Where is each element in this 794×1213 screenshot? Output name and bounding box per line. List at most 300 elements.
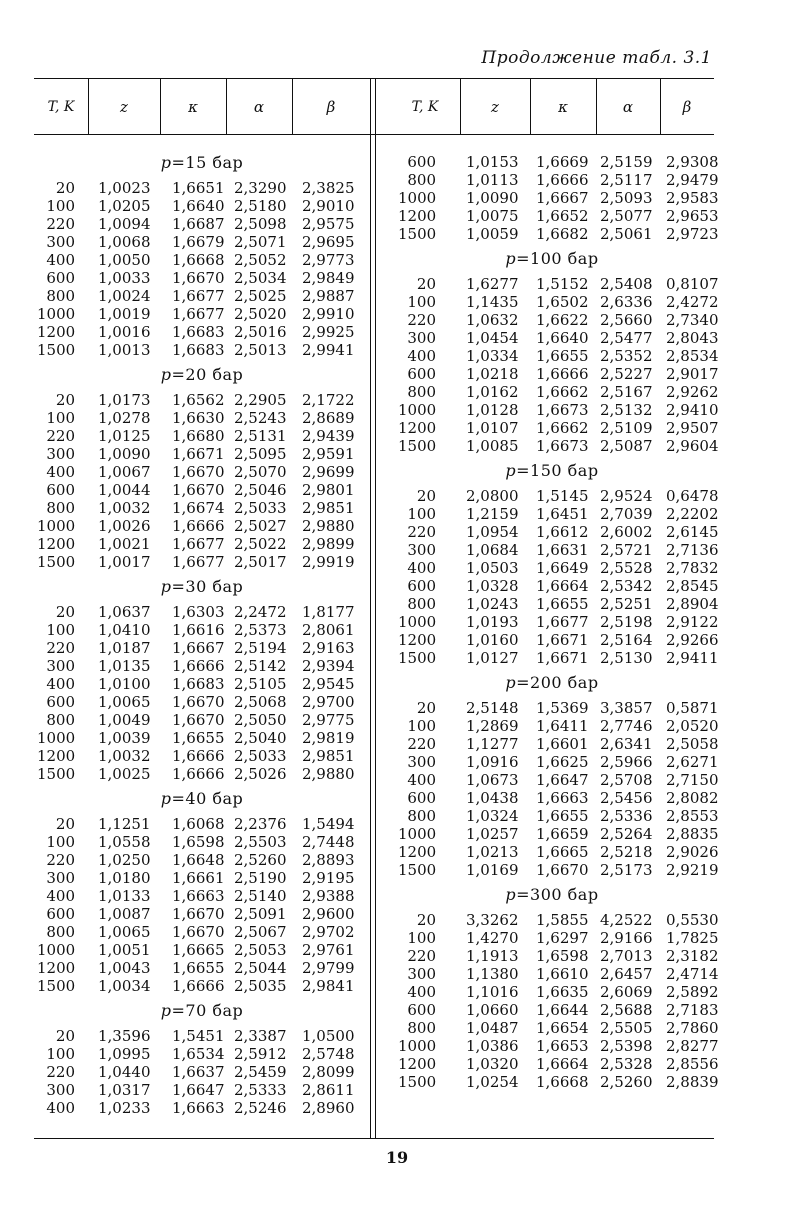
temperature-cell: 1500 — [398, 861, 437, 879]
kappa-cell: 1,6612 — [536, 523, 589, 541]
alpha-cell: 2,5173 — [600, 861, 653, 879]
alpha-cell: 2,5109 — [600, 419, 653, 437]
pressure-group — [390, 667, 719, 879]
alpha-cell: 2,5035 — [234, 977, 287, 995]
beta-cell: 2,9026 — [666, 843, 719, 861]
kappa-cell: 1,6653 — [536, 1037, 589, 1055]
table-row — [34, 941, 370, 959]
alpha-cell: 2,5159 — [600, 153, 653, 171]
beta-cell: 2,7448 — [302, 833, 355, 851]
table-row — [390, 983, 719, 1001]
pressure-group-title — [34, 147, 370, 179]
temperature-cell: 1000 — [398, 825, 437, 843]
z-cell: 1,0013 — [98, 341, 151, 359]
z-cell: 1,1277 — [466, 735, 519, 753]
table-row — [390, 419, 719, 437]
kappa-cell: 1,6668 — [536, 1073, 589, 1091]
alpha-cell: 2,5142 — [234, 657, 287, 675]
table-row — [390, 947, 719, 965]
table-row — [34, 621, 370, 639]
beta-cell: 2,4272 — [666, 293, 719, 311]
z-cell: 1,0025 — [98, 765, 151, 783]
pressure-group-title — [390, 879, 714, 911]
temperature-cell: 300 — [407, 965, 436, 983]
table-row — [34, 305, 370, 323]
z-cell: 1,0328 — [466, 577, 519, 595]
z-cell: 1,0637 — [98, 603, 151, 621]
temperature-cell: 800 — [46, 711, 75, 729]
pressure-symbol: p — [505, 673, 517, 692]
temperature-cell: 400 — [407, 771, 436, 789]
temperature-cell: 1200 — [398, 1055, 437, 1073]
temperature-cell: 220 — [407, 311, 436, 329]
alpha-cell: 2,5477 — [600, 329, 653, 347]
alpha-cell: 2,2905 — [234, 391, 287, 409]
z-cell: 1,1913 — [466, 947, 519, 965]
table-row — [390, 487, 719, 505]
temperature-cell: 20 — [55, 391, 75, 409]
alpha-cell: 2,3290 — [234, 179, 287, 197]
temperature-cell: 20 — [416, 699, 436, 717]
z-cell: 1,4270 — [466, 929, 519, 947]
alpha-cell: 2,5027 — [234, 517, 287, 535]
temperature-cell: 400 — [407, 347, 436, 365]
table-row — [34, 815, 370, 833]
z-cell: 1,6277 — [466, 275, 519, 293]
kappa-cell: 1,6631 — [536, 541, 589, 559]
pressure-value: =200 бар — [516, 673, 599, 692]
z-cell: 1,0033 — [98, 269, 151, 287]
alpha-cell: 2,5132 — [600, 401, 653, 419]
table-row — [390, 365, 719, 383]
alpha-cell: 2,5050 — [234, 711, 287, 729]
temperature-cell: 100 — [407, 505, 436, 523]
temperature-cell: 20 — [416, 487, 436, 505]
alpha-cell: 2,9166 — [600, 929, 653, 947]
z-cell: 1,0160 — [466, 631, 519, 649]
beta-cell: 2,5058 — [666, 735, 719, 753]
table-row — [390, 1055, 719, 1073]
table-row — [390, 649, 719, 667]
table-row — [390, 1001, 719, 1019]
z-cell: 1,0173 — [98, 391, 151, 409]
pressure-value: =70 бар — [171, 1001, 244, 1020]
kappa-cell: 1,6655 — [172, 959, 225, 977]
table-row — [390, 577, 719, 595]
kappa-cell: 1,6661 — [172, 869, 225, 887]
z-cell: 1,0317 — [98, 1081, 151, 1099]
kappa-cell: 1,6670 — [172, 481, 225, 499]
center-double-rule — [370, 78, 371, 1138]
header-bottom-rule — [34, 134, 714, 135]
beta-cell: 2,9841 — [302, 977, 355, 995]
pressure-symbol: p — [160, 577, 172, 596]
z-cell: 1,0438 — [466, 789, 519, 807]
table-row — [34, 833, 370, 851]
temperature-cell: 220 — [407, 947, 436, 965]
alpha-cell: 2,5966 — [600, 753, 653, 771]
temperature-cell: 220 — [407, 735, 436, 753]
kappa-cell: 1,6677 — [172, 305, 225, 323]
temperature-cell: 1500 — [37, 553, 76, 571]
beta-cell: 2,1722 — [302, 391, 355, 409]
table-row — [390, 437, 719, 455]
table-row — [34, 409, 370, 427]
temperature-cell: 220 — [46, 639, 75, 657]
temperature-cell: 300 — [46, 445, 75, 463]
beta-cell: 2,3182 — [666, 947, 719, 965]
kappa-cell: 1,6673 — [536, 401, 589, 419]
temperature-cell: 800 — [46, 499, 75, 517]
alpha-cell: 2,5071 — [234, 233, 287, 251]
beta-cell: 2,9308 — [666, 153, 719, 171]
table-row — [34, 341, 370, 359]
alpha-cell: 2,5070 — [234, 463, 287, 481]
temperature-cell: 400 — [407, 983, 436, 1001]
pressure-value: =15 бар — [171, 153, 244, 172]
beta-cell: 2,8611 — [302, 1081, 355, 1099]
beta-cell: 1,0500 — [302, 1027, 355, 1045]
temperature-cell: 20 — [416, 911, 436, 929]
beta-cell: 2,8904 — [666, 595, 719, 613]
kappa-cell: 1,6662 — [536, 383, 589, 401]
beta-cell: 2,9439 — [302, 427, 355, 445]
beta-cell: 2,8099 — [302, 1063, 355, 1081]
alpha-cell: 2,5046 — [234, 481, 287, 499]
beta-cell: 2,9411 — [666, 649, 719, 667]
pressure-symbol: p — [160, 1001, 172, 1020]
beta-cell: 2,9910 — [302, 305, 355, 323]
temperature-cell: 20 — [55, 179, 75, 197]
kappa-cell: 1,6683 — [172, 323, 225, 341]
alpha-cell: 2,5333 — [234, 1081, 287, 1099]
z-cell: 1,0218 — [466, 365, 519, 383]
kappa-cell: 1,6630 — [172, 409, 225, 427]
kappa-cell: 1,6655 — [536, 595, 589, 613]
table-row — [34, 923, 370, 941]
beta-cell: 2,9507 — [666, 419, 719, 437]
temperature-cell: 1500 — [37, 977, 76, 995]
beta-cell: 1,5494 — [302, 815, 355, 833]
header-top-rule — [34, 78, 714, 79]
table-row — [390, 293, 719, 311]
alpha-cell: 2,5190 — [234, 869, 287, 887]
table-row — [390, 189, 719, 207]
temperature-cell: 800 — [407, 383, 436, 401]
temperature-cell: 600 — [46, 269, 75, 287]
kappa-cell: 1,6655 — [172, 729, 225, 747]
alpha-cell: 2,5194 — [234, 639, 287, 657]
table-row — [34, 851, 370, 869]
temperature-cell: 600 — [407, 365, 436, 383]
beta-cell: 2,4714 — [666, 965, 719, 983]
kappa-cell: 1,6687 — [172, 215, 225, 233]
alpha-cell: 2,5328 — [600, 1055, 653, 1073]
kappa-cell: 1,5152 — [536, 275, 589, 293]
z-cell: 1,0017 — [98, 553, 151, 571]
table-row — [390, 153, 719, 171]
beta-cell: 2,3825 — [302, 179, 355, 197]
z-cell: 1,0386 — [466, 1037, 519, 1055]
kappa-cell: 1,6679 — [172, 233, 225, 251]
table-row — [34, 675, 370, 693]
kappa-cell: 1,6644 — [536, 1001, 589, 1019]
kappa-cell: 1,6683 — [172, 341, 225, 359]
kappa-cell: 1,6647 — [172, 1081, 225, 1099]
kappa-cell: 1,6662 — [536, 419, 589, 437]
alpha-cell: 2,5264 — [600, 825, 653, 843]
table-row — [34, 765, 370, 783]
beta-cell: 2,9887 — [302, 287, 355, 305]
beta-cell: 2,8689 — [302, 409, 355, 427]
pressure-group — [390, 879, 719, 1091]
temperature-cell: 100 — [46, 621, 75, 639]
kappa-cell: 1,6451 — [536, 505, 589, 523]
beta-cell: 2,8545 — [666, 577, 719, 595]
table-row — [34, 603, 370, 621]
kappa-cell: 1,6670 — [172, 269, 225, 287]
beta-cell: 2,9600 — [302, 905, 355, 923]
alpha-cell: 2,5061 — [600, 225, 653, 243]
temperature-cell: 800 — [407, 807, 436, 825]
header-temperature: T, K — [47, 99, 75, 115]
z-cell: 1,0257 — [466, 825, 519, 843]
beta-cell: 2,7150 — [666, 771, 719, 789]
z-cell: 1,0205 — [98, 197, 151, 215]
kappa-cell: 1,6640 — [172, 197, 225, 215]
beta-cell: 2,8277 — [666, 1037, 719, 1055]
kappa-cell: 1,6562 — [172, 391, 225, 409]
z-cell: 1,0334 — [466, 347, 519, 365]
header-temperature: T, K — [411, 99, 439, 115]
z-cell: 1,1016 — [466, 983, 519, 1001]
beta-cell: 2,7832 — [666, 559, 719, 577]
kappa-cell: 1,5145 — [536, 487, 589, 505]
kappa-cell: 1,6648 — [172, 851, 225, 869]
table-row — [34, 535, 370, 553]
kappa-cell: 1,6659 — [536, 825, 589, 843]
z-cell: 1,0026 — [98, 517, 151, 535]
alpha-cell: 2,5459 — [234, 1063, 287, 1081]
kappa-cell: 1,6677 — [172, 553, 225, 571]
beta-cell: 2,0520 — [666, 717, 719, 735]
temperature-cell: 800 — [407, 1019, 436, 1037]
alpha-cell: 2,5167 — [600, 383, 653, 401]
kappa-cell: 1,6598 — [536, 947, 589, 965]
temperature-cell: 1200 — [398, 419, 437, 437]
beta-cell: 2,8043 — [666, 329, 719, 347]
kappa-cell: 1,6297 — [536, 929, 589, 947]
alpha-cell: 2,5044 — [234, 959, 287, 977]
beta-cell: 2,8061 — [302, 621, 355, 639]
table-row — [34, 1045, 370, 1063]
z-cell: 1,0032 — [98, 499, 151, 517]
beta-cell: 2,8556 — [666, 1055, 719, 1073]
table-row — [34, 251, 370, 269]
kappa-cell: 1,6670 — [536, 861, 589, 879]
kappa-cell: 1,6671 — [536, 631, 589, 649]
table-row — [34, 517, 370, 535]
alpha-cell: 2,5093 — [600, 189, 653, 207]
page-number: 19 — [385, 1148, 409, 1167]
table-row — [390, 699, 719, 717]
z-cell: 1,0213 — [466, 843, 519, 861]
pressure-symbol: p — [160, 365, 172, 384]
alpha-cell: 2,5243 — [234, 409, 287, 427]
z-cell: 1,0090 — [466, 189, 519, 207]
temperature-cell: 220 — [46, 1063, 75, 1081]
pressure-symbol: p — [160, 153, 172, 172]
table-row — [390, 631, 719, 649]
table-row — [390, 559, 719, 577]
z-cell: 1,0135 — [98, 657, 151, 675]
kappa-cell: 1,6664 — [536, 577, 589, 595]
table-row — [34, 693, 370, 711]
z-cell: 1,0043 — [98, 959, 151, 977]
temperature-cell: 1000 — [398, 613, 437, 631]
z-cell: 1,2159 — [466, 505, 519, 523]
alpha-cell: 2,5373 — [234, 621, 287, 639]
alpha-cell: 2,5087 — [600, 437, 653, 455]
alpha-cell: 2,5352 — [600, 347, 653, 365]
alpha-cell: 2,5342 — [600, 577, 653, 595]
temperature-cell: 20 — [55, 815, 75, 833]
beta-cell: 0,8107 — [666, 275, 719, 293]
table-row — [34, 323, 370, 341]
z-cell: 1,0016 — [98, 323, 151, 341]
temperature-cell: 1200 — [398, 843, 437, 861]
z-cell: 1,0021 — [98, 535, 151, 553]
kappa-cell: 1,6663 — [536, 789, 589, 807]
temperature-cell: 1500 — [37, 765, 76, 783]
z-cell: 1,0632 — [466, 311, 519, 329]
z-cell: 1,0094 — [98, 215, 151, 233]
pressure-group-title — [34, 359, 370, 391]
table-row — [390, 771, 719, 789]
z-cell: 1,0673 — [466, 771, 519, 789]
table-row — [34, 269, 370, 287]
z-cell: 1,0049 — [98, 711, 151, 729]
table-row — [34, 481, 370, 499]
kappa-cell: 1,6677 — [172, 287, 225, 305]
temperature-cell: 1200 — [37, 535, 76, 553]
z-cell: 1,0254 — [466, 1073, 519, 1091]
z-cell: 1,1251 — [98, 815, 151, 833]
beta-cell: 2,9699 — [302, 463, 355, 481]
pressure-value: =150 бар — [516, 461, 599, 480]
temperature-cell: 20 — [416, 275, 436, 293]
kappa-cell: 1,6616 — [172, 621, 225, 639]
kappa-cell: 1,6677 — [172, 535, 225, 553]
z-cell: 1,0684 — [466, 541, 519, 559]
alpha-cell: 2,5660 — [600, 311, 653, 329]
header-beta: β — [682, 98, 692, 116]
beta-cell: 2,9388 — [302, 887, 355, 905]
beta-cell: 2,9195 — [302, 869, 355, 887]
kappa-cell: 1,6655 — [536, 807, 589, 825]
table-row — [390, 825, 719, 843]
z-cell: 1,0320 — [466, 1055, 519, 1073]
table-row — [390, 1019, 719, 1037]
kappa-cell: 1,6667 — [536, 189, 589, 207]
table-row — [34, 1027, 370, 1045]
table-row — [34, 179, 370, 197]
alpha-cell: 2,5017 — [234, 553, 287, 571]
temperature-cell: 600 — [46, 905, 75, 923]
alpha-cell: 2,5180 — [234, 197, 287, 215]
alpha-cell: 2,5033 — [234, 499, 287, 517]
temperature-cell: 600 — [46, 693, 75, 711]
kappa-cell: 1,6663 — [172, 887, 225, 905]
temperature-cell: 300 — [46, 869, 75, 887]
beta-cell: 2,8082 — [666, 789, 719, 807]
kappa-cell: 1,6068 — [172, 815, 225, 833]
alpha-cell: 2,2376 — [234, 815, 287, 833]
alpha-cell: 2,5052 — [234, 251, 287, 269]
alpha-cell: 2,7013 — [600, 947, 653, 965]
temperature-cell: 1000 — [398, 401, 437, 419]
table-row — [34, 215, 370, 233]
table-row — [34, 887, 370, 905]
z-cell: 1,0487 — [466, 1019, 519, 1037]
temperature-cell: 400 — [46, 887, 75, 905]
table-row — [34, 711, 370, 729]
temperature-cell: 800 — [46, 923, 75, 941]
beta-cell: 2,8534 — [666, 347, 719, 365]
table-row — [390, 329, 719, 347]
table-row — [34, 499, 370, 517]
beta-cell: 2,9925 — [302, 323, 355, 341]
alpha-cell: 2,5040 — [234, 729, 287, 747]
kappa-cell: 1,6669 — [536, 153, 589, 171]
beta-cell: 2,9163 — [302, 639, 355, 657]
alpha-cell: 2,3387 — [234, 1027, 287, 1045]
temperature-cell: 100 — [407, 293, 436, 311]
temperature-cell: 1500 — [398, 649, 437, 667]
z-cell: 1,0278 — [98, 409, 151, 427]
temperature-cell: 400 — [46, 251, 75, 269]
beta-cell: 2,9653 — [666, 207, 719, 225]
pressure-group — [34, 147, 370, 359]
table-row — [390, 911, 719, 929]
z-cell: 1,0024 — [98, 287, 151, 305]
beta-cell: 2,9591 — [302, 445, 355, 463]
kappa-cell: 1,6655 — [536, 347, 589, 365]
z-cell: 1,0233 — [98, 1099, 151, 1117]
beta-cell: 2,9695 — [302, 233, 355, 251]
kappa-cell: 1,6671 — [172, 445, 225, 463]
beta-cell: 2,9899 — [302, 535, 355, 553]
kappa-cell: 1,6652 — [536, 207, 589, 225]
kappa-cell: 1,6664 — [536, 1055, 589, 1073]
alpha-cell: 2,5026 — [234, 765, 287, 783]
kappa-cell: 1,6683 — [172, 675, 225, 693]
alpha-cell: 2,6341 — [600, 735, 653, 753]
kappa-cell: 1,6598 — [172, 833, 225, 851]
temperature-cell: 20 — [55, 1027, 75, 1045]
z-cell: 1,0067 — [98, 463, 151, 481]
temperature-cell: 300 — [407, 329, 436, 347]
alpha-cell: 2,5260 — [234, 851, 287, 869]
alpha-cell: 2,6457 — [600, 965, 653, 983]
kappa-cell: 1,6665 — [536, 843, 589, 861]
kappa-cell: 1,6640 — [536, 329, 589, 347]
temperature-cell: 1200 — [398, 207, 437, 225]
beta-cell: 2,7340 — [666, 311, 719, 329]
kappa-cell: 1,6673 — [536, 437, 589, 455]
z-cell: 2,0800 — [466, 487, 519, 505]
z-cell: 1,0250 — [98, 851, 151, 869]
